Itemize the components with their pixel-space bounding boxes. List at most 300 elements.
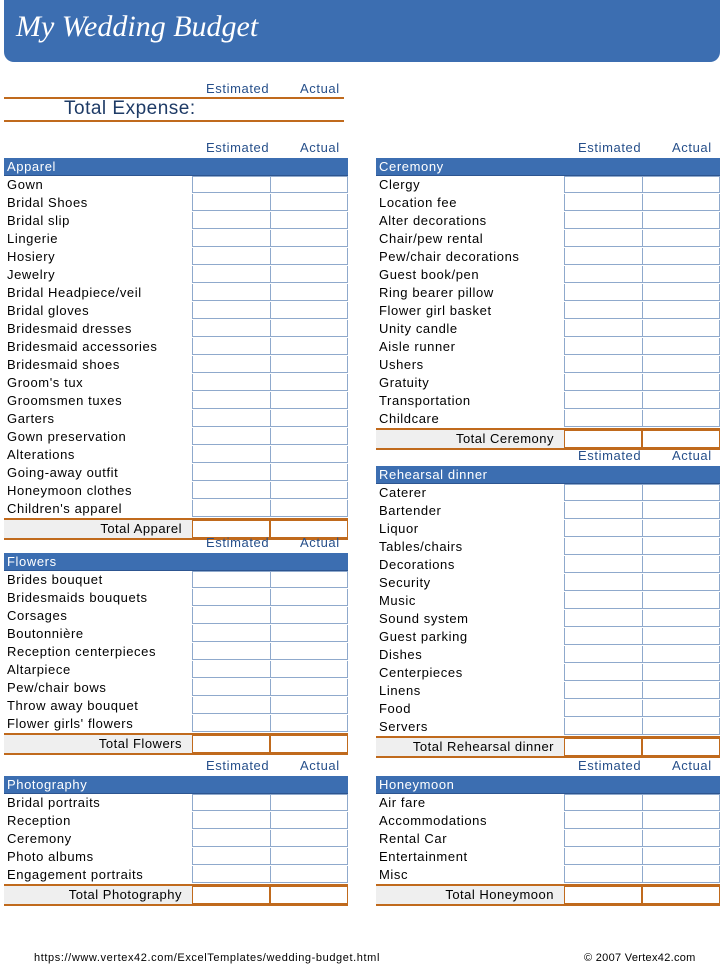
column-header-row [376, 756, 720, 776]
estimated-cell[interactable] [192, 830, 271, 847]
estimated-cell[interactable] [192, 284, 271, 301]
estimated-cell[interactable] [564, 700, 643, 717]
item-label: Ushers [379, 357, 424, 372]
item-label: Clergy [379, 177, 421, 192]
column-header-row [4, 533, 348, 553]
estimated-cell[interactable] [192, 794, 271, 811]
budget-row [376, 592, 720, 610]
item-label: Honeymoon clothes [7, 483, 133, 498]
item-label: Aisle runner [379, 339, 456, 354]
item-label: Flower girl basket [379, 303, 492, 318]
footer-url[interactable]: https://www.vertex42.com/ExcelTemplates/wedding-budget.html [34, 952, 380, 964]
budget-row [4, 866, 348, 884]
page-title: My Wedding Budget [16, 10, 259, 43]
estimated-cell[interactable] [564, 664, 643, 681]
item-label: Bridal portraits [7, 795, 101, 810]
actual-cell[interactable] [642, 230, 720, 247]
item-label: Bridal slip [7, 213, 70, 228]
budget-row [376, 574, 720, 592]
column-header-row [376, 138, 720, 158]
budget-row [376, 320, 720, 338]
item-label: Tables/chairs [379, 539, 463, 554]
item-label: Bridesmaids bouquets [7, 590, 148, 605]
item-label: Garters [7, 411, 55, 426]
item-label: Reception centerpieces [7, 644, 157, 659]
actual-cell[interactable] [270, 320, 348, 337]
actual-cell[interactable] [642, 410, 720, 427]
estimated-cell[interactable] [192, 212, 271, 229]
item-label: Decorations [379, 557, 455, 572]
actual-cell[interactable] [642, 356, 720, 373]
estimated-cell[interactable] [564, 646, 643, 663]
estimated-cell[interactable] [564, 284, 643, 301]
actual-cell[interactable] [270, 794, 348, 811]
budget-row [376, 794, 720, 812]
item-label: Photo albums [7, 849, 94, 864]
item-label: Childcare [379, 411, 440, 426]
budget-row [4, 230, 348, 248]
actual-cell[interactable] [642, 700, 720, 717]
actual-cell[interactable] [642, 338, 720, 355]
budget-row [4, 374, 348, 392]
estimated-cell[interactable] [192, 679, 271, 696]
actual-column-header: Actual [672, 448, 712, 463]
item-label: Caterer [379, 485, 427, 500]
budget-row [376, 248, 720, 266]
summary-divider-bottom [4, 120, 344, 122]
budget-row [4, 428, 348, 446]
actual-cell[interactable] [642, 556, 720, 573]
estimated-cell[interactable] [192, 302, 271, 319]
actual-cell[interactable] [270, 571, 348, 588]
budget-row [4, 212, 348, 230]
item-label: Security [379, 575, 431, 590]
budget-row [376, 520, 720, 538]
actual-cell[interactable] [270, 212, 348, 229]
actual-cell[interactable] [270, 830, 348, 847]
budget-row [376, 538, 720, 556]
budget-row [376, 556, 720, 574]
section-title: Honeymoon [376, 776, 720, 794]
item-label: Food [379, 701, 412, 716]
actual-column-header: Actual [300, 140, 340, 155]
budget-row [376, 502, 720, 520]
item-label: Entertainment [379, 849, 468, 864]
estimated-cell[interactable] [192, 428, 271, 445]
estimated-cell[interactable] [564, 212, 643, 229]
item-label: Engagement portraits [7, 867, 144, 882]
budget-row [376, 484, 720, 502]
estimated-cell[interactable] [192, 482, 271, 499]
actual-cell[interactable] [270, 866, 348, 883]
actual-cell[interactable] [270, 482, 348, 499]
item-label: Unity candle [379, 321, 458, 336]
column-header-row [376, 446, 720, 466]
estimated-cell[interactable] [192, 410, 271, 427]
actual-cell[interactable] [642, 646, 720, 663]
item-label: Bridesmaid shoes [7, 357, 120, 372]
item-label: Alter decorations [379, 213, 487, 228]
actual-cell[interactable] [642, 794, 720, 811]
item-label: Guest parking [379, 629, 468, 644]
total-actual-cell[interactable] [642, 886, 720, 904]
estimated-cell[interactable] [564, 338, 643, 355]
actual-cell[interactable] [642, 194, 720, 211]
total-estimated-cell[interactable] [192, 886, 270, 904]
section-apparel [4, 138, 348, 540]
item-label: Gratuity [379, 375, 430, 390]
estimated-cell[interactable] [564, 682, 643, 699]
actual-cell[interactable] [642, 574, 720, 591]
estimated-cell[interactable] [564, 794, 643, 811]
budget-row [4, 697, 348, 715]
section-honeymoon [376, 756, 720, 906]
estimated-cell[interactable] [564, 610, 643, 627]
item-label: Boutonnière [7, 626, 84, 641]
item-label: Liquor [379, 521, 419, 536]
actual-cell[interactable] [270, 392, 348, 409]
estimated-cell[interactable] [564, 374, 643, 391]
estimated-cell[interactable] [564, 230, 643, 247]
actual-cell[interactable] [642, 248, 720, 265]
item-label: Bridal Shoes [7, 195, 88, 210]
actual-cell[interactable] [642, 718, 720, 735]
item-label: Children's apparel [7, 501, 123, 516]
estimated-cell[interactable] [564, 848, 643, 865]
estimated-cell[interactable] [564, 502, 643, 519]
item-label: Transportation [379, 393, 471, 408]
estimated-cell[interactable] [192, 356, 271, 373]
actual-cell[interactable] [642, 610, 720, 627]
budget-row [4, 625, 348, 643]
estimated-cell[interactable] [192, 571, 271, 588]
budget-row [4, 338, 348, 356]
actual-cell[interactable] [642, 392, 720, 409]
section-title: Flowers [4, 553, 348, 571]
actual-cell[interactable] [642, 266, 720, 283]
estimated-cell[interactable] [192, 230, 271, 247]
estimated-cell[interactable] [564, 410, 643, 427]
item-label: Brides bouquet [7, 572, 103, 587]
estimated-cell[interactable] [192, 589, 271, 606]
budget-row [376, 410, 720, 428]
actual-cell[interactable] [270, 356, 348, 373]
estimated-cell[interactable] [192, 392, 271, 409]
estimated-cell[interactable] [192, 248, 271, 265]
actual-cell[interactable] [270, 446, 348, 463]
actual-cell[interactable] [642, 176, 720, 193]
item-label: Corsages [7, 608, 68, 623]
budget-row [4, 661, 348, 679]
item-label: Location fee [379, 195, 458, 210]
actual-cell[interactable] [270, 679, 348, 696]
budget-row [4, 848, 348, 866]
estimated-cell[interactable] [564, 194, 643, 211]
item-label: Chair/pew rental [379, 231, 484, 246]
budget-row [4, 715, 348, 733]
actual-cell[interactable] [270, 589, 348, 606]
actual-cell[interactable] [642, 538, 720, 555]
actual-cell[interactable] [642, 374, 720, 391]
estimated-cell[interactable] [192, 320, 271, 337]
footer-copyright: © 2007 Vertex42.com [584, 952, 696, 964]
actual-column-header: Actual [672, 758, 712, 773]
item-label: Alterations [7, 447, 76, 462]
budget-row [376, 176, 720, 194]
actual-cell[interactable] [642, 682, 720, 699]
section-ceremony [376, 138, 720, 450]
section-rehearsal-dinner [376, 446, 720, 758]
estimated-cell[interactable] [564, 248, 643, 265]
total-estimated-cell[interactable] [192, 735, 270, 753]
item-label: Gown preservation [7, 429, 127, 444]
estimated-cell[interactable] [564, 392, 643, 409]
total-estimated-cell[interactable] [564, 886, 642, 904]
budget-row [4, 482, 348, 500]
item-label: Ceremony [7, 831, 72, 846]
budget-row [376, 356, 720, 374]
budget-row [4, 812, 348, 830]
estimated-cell[interactable] [192, 338, 271, 355]
actual-column-header: Actual [300, 758, 340, 773]
summary-estimated-header: Estimated [206, 81, 270, 96]
estimated-cell[interactable] [564, 830, 643, 847]
budget-row [376, 392, 720, 410]
estimated-cell[interactable] [564, 176, 643, 193]
estimated-cell[interactable] [192, 812, 271, 829]
actual-cell[interactable] [270, 230, 348, 247]
actual-cell[interactable] [642, 830, 720, 847]
estimated-cell[interactable] [192, 715, 271, 732]
total-label: Total Photography [68, 887, 182, 902]
estimated-cell[interactable] [564, 574, 643, 591]
budget-row [4, 607, 348, 625]
item-label: Groom's tux [7, 375, 84, 390]
actual-cell[interactable] [270, 464, 348, 481]
actual-cell[interactable] [642, 628, 720, 645]
item-label: Reception [7, 813, 71, 828]
item-label: Hosiery [7, 249, 56, 264]
budget-row [4, 176, 348, 194]
item-label: Centerpieces [379, 665, 463, 680]
budget-row [4, 284, 348, 302]
actual-cell[interactable] [270, 338, 348, 355]
total-label: Total Apparel [100, 521, 182, 536]
actual-cell[interactable] [270, 374, 348, 391]
item-label: Sound system [379, 611, 469, 626]
actual-cell[interactable] [642, 520, 720, 537]
estimated-cell[interactable] [564, 866, 643, 883]
item-label: Gown [7, 177, 44, 192]
actual-cell[interactable] [270, 715, 348, 732]
actual-column-header: Actual [300, 535, 340, 550]
item-label: Servers [379, 719, 428, 734]
estimated-cell[interactable] [564, 592, 643, 609]
item-label: Bridesmaid dresses [7, 321, 132, 336]
estimated-cell[interactable] [564, 628, 643, 645]
section-photography [4, 756, 348, 906]
actual-cell[interactable] [270, 194, 348, 211]
actual-cell[interactable] [270, 500, 348, 517]
item-label: Misc [379, 867, 409, 882]
budget-row [376, 194, 720, 212]
estimated-cell[interactable] [192, 643, 271, 660]
estimated-column-header: Estimated [578, 758, 642, 773]
estimated-column-header: Estimated [206, 140, 270, 155]
item-label: Jewelry [7, 267, 56, 282]
actual-cell[interactable] [270, 248, 348, 265]
budget-row [376, 610, 720, 628]
item-label: Guest book/pen [379, 267, 480, 282]
estimated-cell[interactable] [564, 556, 643, 573]
item-label: Pew/chair decorations [379, 249, 520, 264]
estimated-cell[interactable] [192, 661, 271, 678]
budget-row [4, 266, 348, 284]
actual-cell[interactable] [270, 428, 348, 445]
budget-row [4, 446, 348, 464]
actual-cell[interactable] [270, 302, 348, 319]
estimated-cell[interactable] [564, 302, 643, 319]
total-row [4, 733, 348, 755]
total-actual-cell[interactable] [270, 886, 348, 904]
title-banner [4, 0, 720, 62]
total-actual-cell[interactable] [270, 735, 348, 753]
item-label: Throw away bouquet [7, 698, 139, 713]
total-row [376, 884, 720, 906]
estimated-cell[interactable] [192, 374, 271, 391]
item-label: Linens [379, 683, 421, 698]
estimated-cell[interactable] [192, 194, 271, 211]
estimated-cell[interactable] [192, 866, 271, 883]
item-label: Lingerie [7, 231, 59, 246]
actual-cell[interactable] [270, 607, 348, 624]
estimated-cell[interactable] [192, 446, 271, 463]
budget-row [376, 212, 720, 230]
actual-cell[interactable] [270, 266, 348, 283]
budget-row [376, 830, 720, 848]
total-estimated-cell[interactable] [564, 738, 642, 756]
budget-row [376, 718, 720, 736]
budget-row [376, 812, 720, 830]
estimated-cell[interactable] [564, 520, 643, 537]
estimated-cell[interactable] [564, 718, 643, 735]
estimated-cell[interactable] [564, 320, 643, 337]
item-label: Rental Car [379, 831, 448, 846]
total-label: Total Ceremony [455, 431, 554, 446]
actual-column-header: Actual [672, 140, 712, 155]
item-label: Going-away outfit [7, 465, 119, 480]
section-title: Photography [4, 776, 348, 794]
actual-cell[interactable] [642, 302, 720, 319]
estimated-cell[interactable] [192, 607, 271, 624]
budget-row [376, 664, 720, 682]
column-header-row [4, 138, 348, 158]
budget-row [4, 589, 348, 607]
item-label: Bridesmaid accessories [7, 339, 158, 354]
budget-row [376, 700, 720, 718]
estimated-cell[interactable] [564, 538, 643, 555]
actual-cell[interactable] [642, 592, 720, 609]
budget-row [376, 646, 720, 664]
item-label: Pew/chair bows [7, 680, 107, 695]
estimated-cell[interactable] [564, 812, 643, 829]
actual-cell[interactable] [270, 643, 348, 660]
summary-actual-header: Actual [300, 81, 340, 96]
actual-cell[interactable] [270, 284, 348, 301]
budget-row [4, 571, 348, 589]
estimated-cell[interactable] [192, 464, 271, 481]
estimated-cell[interactable] [564, 356, 643, 373]
section-title: Ceremony [376, 158, 720, 176]
actual-cell[interactable] [642, 812, 720, 829]
actual-cell[interactable] [270, 625, 348, 642]
estimated-cell[interactable] [192, 176, 271, 193]
actual-cell[interactable] [642, 484, 720, 501]
total-label: Total Honeymoon [445, 887, 554, 902]
item-label: Bartender [379, 503, 442, 518]
estimated-column-header: Estimated [206, 535, 270, 550]
actual-cell[interactable] [270, 410, 348, 427]
item-label: Dishes [379, 647, 423, 662]
budget-row [376, 302, 720, 320]
estimated-cell[interactable] [192, 625, 271, 642]
total-label: Total Rehearsal dinner [412, 739, 554, 754]
item-label: Groomsmen tuxes [7, 393, 123, 408]
estimated-cell[interactable] [192, 697, 271, 714]
actual-cell[interactable] [642, 212, 720, 229]
actual-cell[interactable] [642, 866, 720, 883]
budget-row [376, 628, 720, 646]
total-actual-cell[interactable] [642, 738, 720, 756]
budget-row [4, 320, 348, 338]
budget-row [376, 374, 720, 392]
actual-cell[interactable] [642, 664, 720, 681]
estimated-cell[interactable] [192, 266, 271, 283]
budget-row [4, 679, 348, 697]
item-label: Altarpiece [7, 662, 71, 677]
budget-row [4, 410, 348, 428]
budget-row [376, 284, 720, 302]
estimated-cell[interactable] [564, 266, 643, 283]
actual-cell[interactable] [642, 502, 720, 519]
budget-row [4, 392, 348, 410]
actual-cell[interactable] [270, 848, 348, 865]
budget-row [4, 356, 348, 374]
budget-row [4, 464, 348, 482]
actual-cell[interactable] [270, 697, 348, 714]
budget-row [376, 230, 720, 248]
actual-cell[interactable] [270, 176, 348, 193]
actual-cell[interactable] [642, 848, 720, 865]
actual-cell[interactable] [642, 284, 720, 301]
column-header-row [4, 756, 348, 776]
total-row [376, 736, 720, 758]
budget-row [4, 830, 348, 848]
estimated-cell[interactable] [192, 500, 271, 517]
item-label: Air fare [379, 795, 426, 810]
actual-cell[interactable] [642, 320, 720, 337]
estimated-column-header: Estimated [206, 758, 270, 773]
actual-cell[interactable] [270, 661, 348, 678]
budget-row [376, 682, 720, 700]
estimated-cell[interactable] [564, 484, 643, 501]
budget-row [4, 794, 348, 812]
section-title: Apparel [4, 158, 348, 176]
estimated-cell[interactable] [192, 848, 271, 865]
total-expense-label: Total Expense: [64, 98, 196, 119]
actual-cell[interactable] [270, 812, 348, 829]
budget-row [4, 194, 348, 212]
